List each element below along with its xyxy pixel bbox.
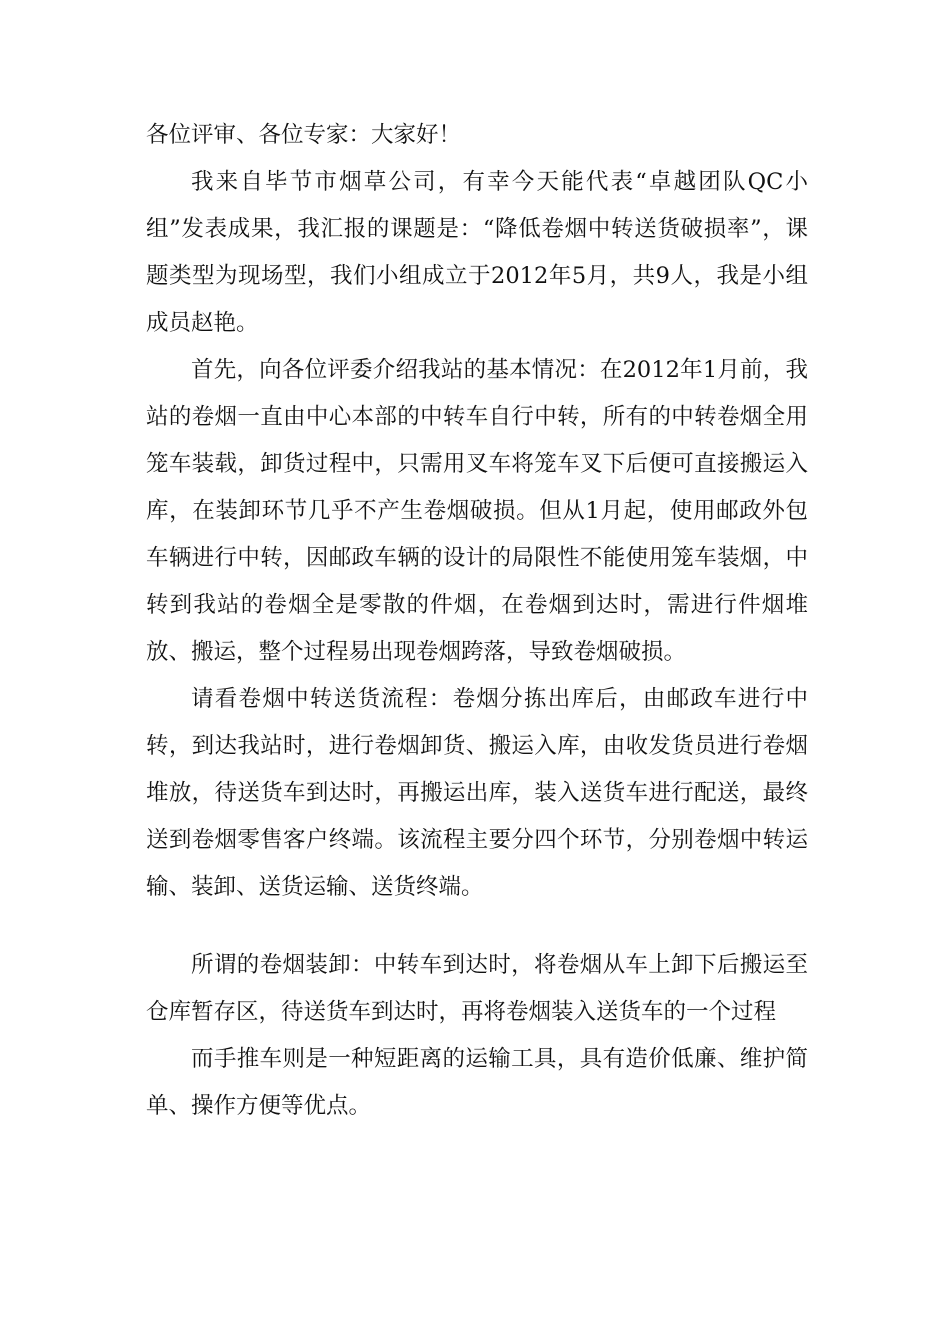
loading-definition-paragraph: 所谓的卷烟装卸：中转车到达时，将卷烟从车上卸下后搬运至仓库暂存区，待送货车到达时，再将卷烟装入送货车的一个过程 [146,952,808,1025]
intro-paragraph: 我来自毕节市烟草公司，有幸今天能代表“卓越团队QC小组”发表成果，我汇报的课题是：“降低卷烟中转送货破损率”，课题类型为现场型，我们小组成立于2012年5月，共9人，我是小组成员赵艳。 [146,169,808,336]
process-paragraph: 请看卷烟中转送货流程：卷烟分拣出库后，由邮政车进行中转，到达我站时，进行卷烟卸货、搬运入库，由收发货员进行卷烟堆放，待送货车到达时，再搬运出库，装入送货车进行配送，最终送到卷烟零售客户终端。该流程主要分四个环节，分别卷烟中转运输、装卸、送货运输、送货终端。 [146,686,808,900]
document-body [146,112,808,1130]
handcart-paragraph: 而手推车则是一种短距离的运输工具，具有造价低廉、维护简单、操作方便等优点。 [146,1046,808,1119]
background-paragraph: 首先，向各位评委介绍我站的基本情况：在2012年1月前，我站的卷烟一直由中心本部的中转车自行中转，所有的中转卷烟全用笼车装载，卸货过程中，只需用叉车将笼车叉下后便可直接搬运入库，在装卸环节几乎不产生卷烟破损。但从1月起，使用邮政外包车辆进行中转，因邮政车辆的设计的局限性不能使用笼车装烟，中转到我站的卷烟全是零散的件烟，在卷烟到达时，需进行件烟堆放、搬运，整个过程易出现卷烟跨落，导致卷烟破损。 [146,357,808,665]
greeting-paragraph: 各位评审、各位专家：大家好！ [146,122,462,148]
